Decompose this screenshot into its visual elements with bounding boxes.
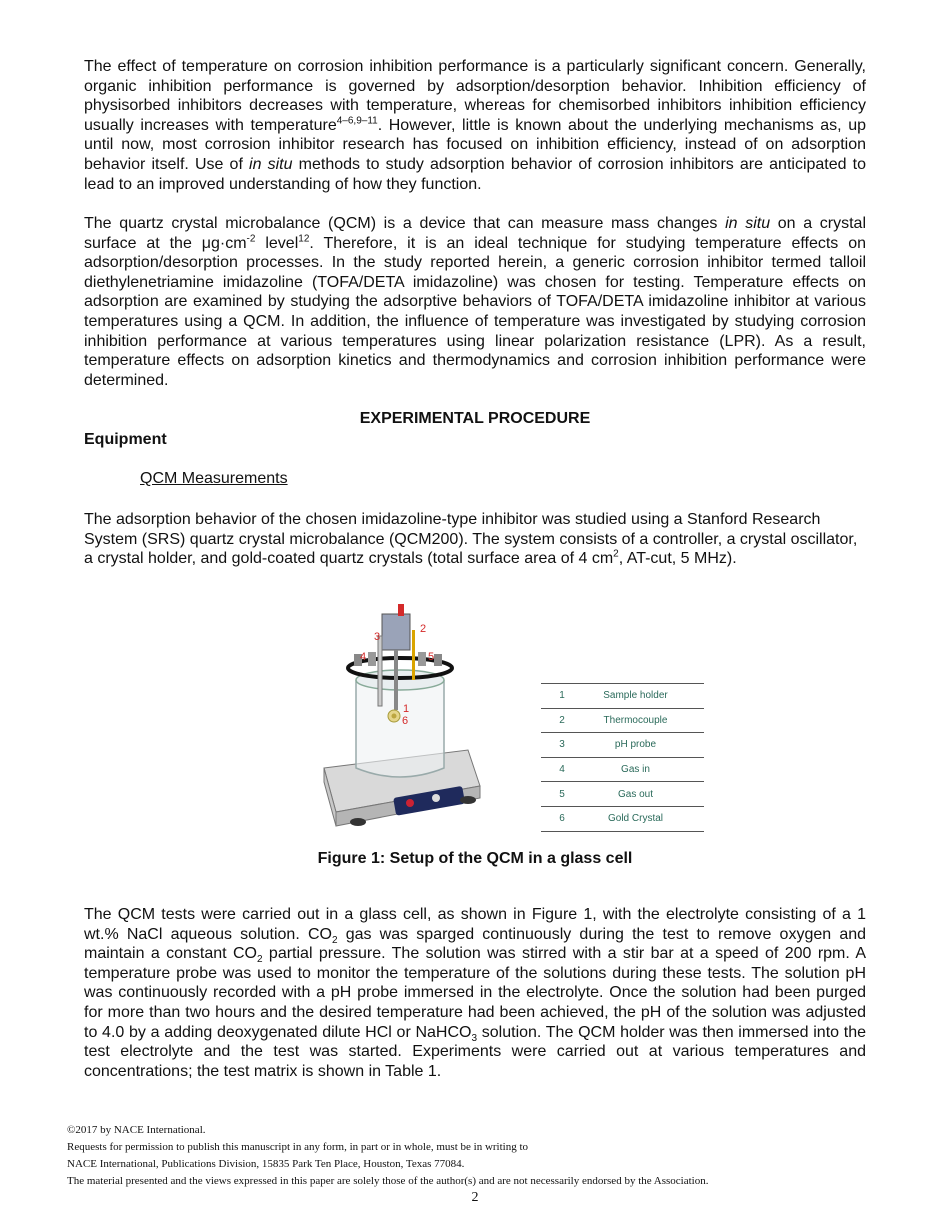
legend-label: Gas out (617, 788, 654, 800)
text-run: The quartz crystal microbalance (QCM) is a device that can measure mass changes (84, 215, 726, 232)
legend-number: 1 (559, 690, 565, 702)
footer-address: NACE International, Publications Division, 15835 Park Ten Place, Houston, Texas 77084. (67, 1158, 465, 1170)
oscillator-cable (398, 604, 404, 616)
text-run: partial pressure. The solution was stirred with a stir bar at a speed of 200 rpm. A temperature probe was used to monitor the temperature of the solutions during these tests. The solution pH was continuously recorded with a pH probe immersed in the electrolyte. Once the solution had been purged for more than two hours and the desired temperature had been achieved, the pH of the solution was adjusted to 4.0 by a adding deoxygenated dilute HCl or NaHCO (84, 945, 866, 1041)
legend-number: 2 (559, 714, 565, 726)
plate-foot (460, 796, 476, 804)
text-run: methods to study adsorption behavior of corrosion inhibitors are anticipated to lead to an improved understanding of how they function. (84, 155, 867, 193)
crystal-oscillator (382, 614, 410, 650)
text-run: . However, little is known about the underlying mechanisms as, up until now, most corrosion inhibitor research has focused on inhibition efficiency, instead of on adsorption behavior itself. Use of (84, 116, 866, 173)
callout-number: 6 (402, 715, 409, 727)
chem-subscript: 3 (471, 1032, 478, 1044)
legend-row (541, 782, 704, 807)
chem-subscript: 2 (331, 934, 338, 946)
legend-label: Sample holder (603, 690, 668, 702)
legend-label: pH probe (614, 739, 657, 751)
legend-number: 6 (559, 813, 565, 825)
ph-probe (378, 636, 382, 706)
text-run: level (255, 234, 299, 252)
glass-cell (356, 680, 444, 777)
fitting (368, 652, 376, 666)
text-run: , AT-cut, 5 MHz). (618, 550, 737, 568)
callout-number: 1 (403, 703, 410, 715)
fitting (434, 654, 442, 666)
legend-label: Gold Crystal (607, 813, 663, 825)
legend-label: Gas in (621, 764, 650, 776)
gas-out-fitting (418, 652, 426, 666)
callout-number: 2 (420, 623, 427, 635)
footer-disclaimer: The material presented and the views expressed in this paper are solely those of the author(s) and are not necessarily endorsed by the Association. (67, 1175, 709, 1187)
legend-row (541, 733, 704, 758)
text-run: The effect of temperature on corrosion inhibition performance is a particularly significant concern. Generally, organic inhibition performance is governed by adsorption/desorption behavior. Inhibition efficiency of physisorbed inhibitors decreases with temperature, whereas for chemisorbed inhibitors inhibition efficiency usually increases with temperature (84, 58, 866, 134)
callout-number: 4 (360, 651, 367, 663)
paragraph-temperature-effects (84, 57, 866, 194)
text-run: on a crystal surface at the μg·cm (84, 215, 866, 252)
gold-crystal-center (392, 714, 397, 719)
legend-row (541, 807, 704, 832)
text-run: The QCM tests were carried out in a glass cell, as shown in Figure 1, with the electrolyte consisting of a 1 wt.% NaCl aqueous solution. CO (84, 906, 866, 943)
thermocouple-probe (412, 630, 415, 680)
legend-number: 5 (559, 788, 565, 800)
legend-number: 4 (559, 764, 565, 776)
subsection-heading: Equipment (84, 431, 167, 448)
legend-label: Thermocouple (603, 714, 668, 726)
control-knob-icon (406, 799, 414, 807)
italic-term: in situ (249, 155, 293, 173)
callout-number: 3 (374, 631, 381, 643)
figure-legend-table (541, 683, 704, 832)
figure-caption: Figure 1: Setup of the QCM in a glass cell (317, 850, 633, 867)
paragraph-qcm-tests (84, 905, 866, 1081)
text-run: solution. The QCM holder was then immersed into the test electrolyte and the test was started. Experiments were carried out at various temperatures and concentrations; the test matrix is shown in Table 1. (84, 1023, 866, 1080)
qcm-setup-illustration (318, 600, 488, 840)
unit-superscript: 2 (613, 548, 619, 560)
chem-subscript: 2 (256, 954, 263, 966)
paragraph-qcm-intro (84, 214, 866, 390)
citation-superscript: 4–6,9–11 (336, 115, 378, 127)
legend-row (541, 709, 704, 734)
callout-number: 5 (428, 651, 435, 663)
text-run: The adsorption behavior of the chosen imidazoline-type inhibitor was studied using a Stanford Research System (SRS) quartz crystal microbalance (QCM200). The system consists of a controller, a crystal oscillator, a crystal holder, and gold-coated quartz crystals (total surface area of 4 cm (84, 511, 858, 568)
subsubsection-heading: QCM Measurements (140, 470, 288, 487)
sample-holder-rod (394, 650, 398, 710)
unit-superscript: -2 (246, 233, 256, 245)
footer-copyright: ©2017 by NACE International. (67, 1124, 206, 1136)
section-heading: EXPERIMENTAL PROCEDURE (359, 410, 591, 427)
plate-foot (350, 818, 366, 826)
control-knob-icon (432, 794, 440, 802)
page-number: 2 (471, 1190, 479, 1205)
text-run: . Therefore, it is an ideal technique for studying temperature effects on adsorption/desorption processes. In the study reported herein, a generic corrosion inhibitor termed talloil diethylenetriamine imidazoline (TOFA/DETA imidazoline) was chosen for testing. Temperature effects on adsorption are examined by studying the adsorptive behaviors of TOFA/DETA imidazoline inhibitor at various temperatures using a QCM. In addition, the influence of temperature was investigated by studying corrosion inhibition performance at various temperatures using linear polarization resistance (LPR). As a result, temperature effects on adsorption kinetics and thermodynamics and corrosion inhibition performance were determined. (84, 234, 866, 389)
text-run: gas was sparged continuously during the test to remove oxygen and maintain a constant CO (84, 925, 867, 963)
legend-row (541, 758, 704, 783)
citation-superscript: 12 (298, 233, 310, 245)
legend-row (541, 684, 704, 709)
footer-permission: Requests for permission to publish this manuscript in any form, in part or in whole, must be in writing to (67, 1141, 529, 1153)
paragraph-qcm-system (84, 510, 866, 569)
legend-number: 3 (559, 739, 565, 751)
italic-term: in situ (725, 215, 771, 232)
